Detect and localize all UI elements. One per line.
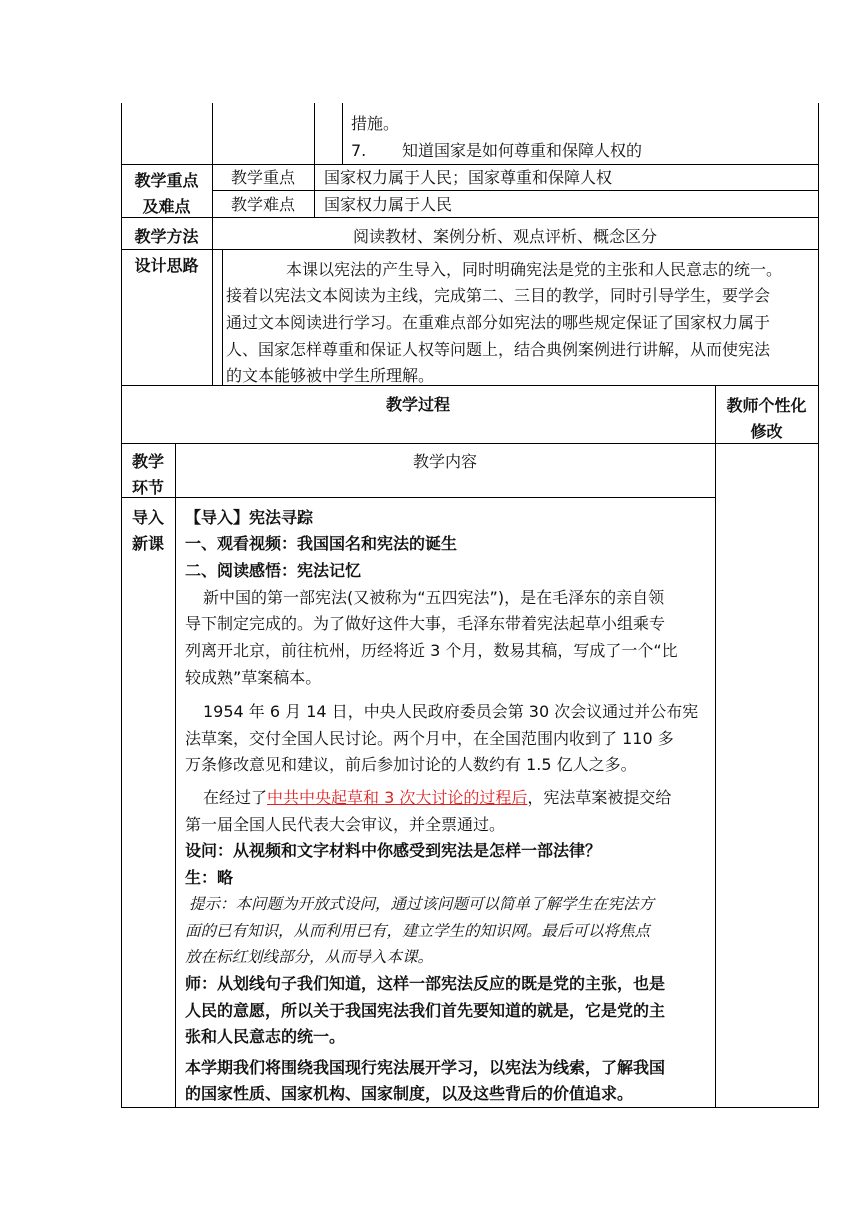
grid-line xyxy=(121,217,819,218)
section-heading: 二、阅读感悟：宪法记忆 xyxy=(185,561,362,580)
key-points-label xyxy=(121,168,212,220)
closing-line: 的国家性质、国家机构、国家制度，以及这些背后的价值追求。 xyxy=(185,1084,634,1103)
paragraph-line: 第一届全国人民代表大会审议，并全票通过。 xyxy=(185,815,506,834)
hint-line: 提示：本问题为开放式设问，通过该问题可以简单了解学生在宪法方 xyxy=(189,895,655,913)
teacher-column-header xyxy=(715,393,818,445)
focus-value: 国家权力属于人民；国家尊重和保障人权 xyxy=(324,168,613,187)
closing-line: 本学期我们将围绕我国现行宪法展开学习，以宪法为线索，了解我国 xyxy=(185,1058,666,1077)
paragraph-line: 1954 年 6 月 14 日，中央人民政府委员会第 30 次会议通过并公布宪 xyxy=(203,702,699,721)
student-answer: 生：略 xyxy=(185,868,234,887)
hint-line: 面的已有知识，从而利用已有，建立学生的知识网。最后可以将焦点 xyxy=(185,922,651,940)
paragraph-line: 万条修改意见和建议，前后参加讨论的人数约有 1.5 亿人之多。 xyxy=(185,755,637,774)
process-header: 教学过程 xyxy=(385,395,450,414)
methods-value: 阅读教材、案例分析、观点评析、概念区分 xyxy=(353,227,658,246)
key-points-label-line: 教学重点 xyxy=(134,171,199,190)
teacher-column-header-line: 教师个性化 xyxy=(726,396,807,415)
table-border-right xyxy=(818,103,819,1108)
methods-label: 教学方法 xyxy=(134,227,199,246)
stage-column-header-line: 教学 xyxy=(131,452,164,471)
stage-name-line: 导入 xyxy=(131,508,164,527)
difficulty-value: 国家权力属于人民 xyxy=(324,195,453,214)
grid-line xyxy=(121,497,716,498)
paragraph-line: 列离开北京，前往杭州，历经将近 3 个月，数易其稿，写成了一个“比 xyxy=(185,641,678,660)
content-column-header: 教学内容 xyxy=(412,452,477,471)
table-border-left xyxy=(121,103,122,1108)
grid-line xyxy=(212,103,213,385)
paragraph-line xyxy=(203,788,671,808)
design-text-line: 人、国家怎样尊重和保证人权等问题上，结合典例案例进行讲解，从而使宪法 xyxy=(226,340,771,359)
design-text-line: 的文本能够被中学生所理解。 xyxy=(226,366,435,385)
design-label: 设计思路 xyxy=(134,256,199,275)
grid-line xyxy=(314,103,315,217)
table-border-bottom xyxy=(121,1107,819,1108)
objective-line-continued: 措施。 xyxy=(351,114,400,133)
grid-line xyxy=(212,190,819,191)
stage-name-line: 新课 xyxy=(131,534,164,553)
teacher-column-header-line: 修改 xyxy=(750,422,783,441)
paragraph-line: 新中国的第一部宪法(又被称为“五四宪法”)，是在毛泽东的亲自领 xyxy=(203,588,665,607)
hint-line: 放在标红划线部分，从而导入本课。 xyxy=(185,948,434,966)
grid-line xyxy=(121,164,819,165)
grid-line xyxy=(715,385,716,1108)
grid-line xyxy=(342,103,343,164)
grid-line xyxy=(222,249,223,385)
paragraph-text: 在经过了 xyxy=(203,788,268,807)
section-heading: 一、观看视频：我国国名和宪法的诞生 xyxy=(185,534,458,553)
grid-line xyxy=(175,443,176,1108)
teacher-line: 师：从划线句子我们知道，这样一部宪法反应的既是党的主张，也是 xyxy=(185,974,666,993)
question-line: 设问：从视频和文字材料中你感受到宪法是怎样一部法律？ xyxy=(185,841,602,860)
highlighted-underlined-text: 中共中央起草和 3 次大讨论的过程后 xyxy=(267,788,528,807)
objective-item-number: 7. xyxy=(351,141,367,160)
design-text-line: 本课以宪法的产生导入，同时明确宪法是党的主张和人民意志的统一。 xyxy=(286,260,783,279)
paragraph-line: 较成熟”草案稿本。 xyxy=(185,668,322,687)
paragraph-line: 导下制定完成的。为了做好这件大事，毛泽东带着宪法起草小组乘专 xyxy=(185,614,666,633)
stage-column-header-line: 环节 xyxy=(131,478,164,497)
paragraph-line: 法草案，交付全国人民讨论。两个月中，在全国范围内收到了 110 多 xyxy=(185,729,674,748)
paragraph-text: ，宪法草案被提交给 xyxy=(527,788,672,807)
focus-label: 教学重点 xyxy=(230,168,295,187)
difficulty-label: 教学难点 xyxy=(230,195,295,214)
design-text-line: 接着以宪法文本阅读为主线，完成第二、三目的教学，同时引导学生，要学会 xyxy=(226,286,771,305)
intro-heading: 【导入】宪法寻踪 xyxy=(185,508,314,527)
grid-line xyxy=(121,249,819,250)
stage-column-header xyxy=(121,449,175,501)
key-points-label-line: 及难点 xyxy=(142,197,191,216)
objective-item-text: 知道国家是如何尊重和保障人权的 xyxy=(402,141,643,160)
design-text-line: 通过文本阅读进行学习。在重难点部分如宪法的哪些规定保证了国家权力属于 xyxy=(226,313,771,332)
teacher-line: 张和人民意志的统一。 xyxy=(185,1027,346,1046)
teacher-line: 人民的意愿，所以关于我国宪法我们首先要知道的就是，它是党的主 xyxy=(185,1001,666,1020)
stage-name xyxy=(121,505,175,557)
